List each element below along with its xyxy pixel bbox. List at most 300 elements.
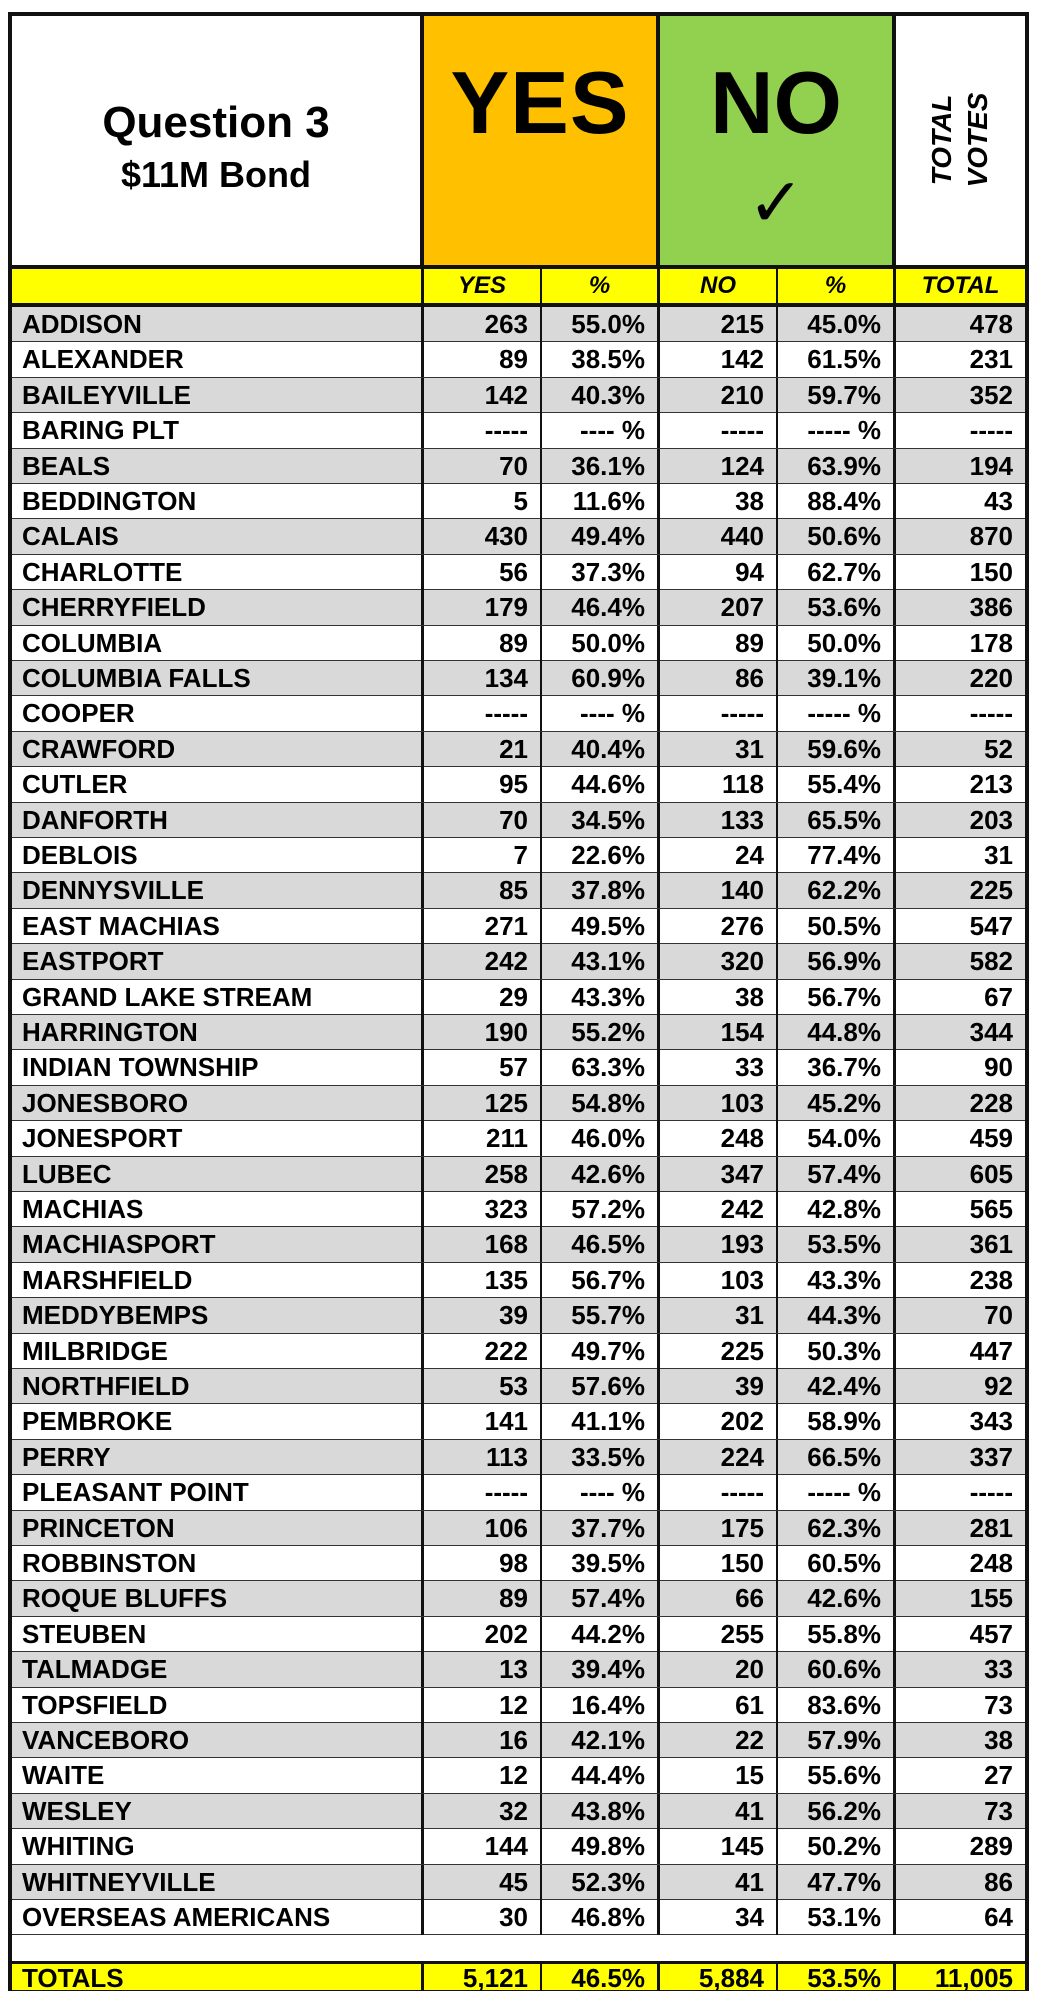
town-cell: BEALS (12, 449, 424, 484)
total-votes-cell: 43 (984, 486, 1013, 516)
yes-votes-cell: 39 (424, 1298, 542, 1333)
no-percent-cell: 45.0% (778, 307, 896, 342)
no-votes-cell: 225 (660, 1334, 778, 1369)
no-votes-cell: 61 (660, 1688, 778, 1723)
total-votes-cell: 289 (969, 1831, 1013, 1862)
no-percent-cell: 62.3% (778, 1511, 896, 1546)
no-votes-cell: ----- (660, 413, 778, 448)
yes-percent-cell: ---- % (542, 1475, 660, 1510)
no-percent-cell: 57.9% (778, 1723, 896, 1758)
yes-percent-cell: 49.7% (542, 1334, 660, 1369)
results-table (8, 12, 1029, 1991)
yes-percent-cell: 38.5% (542, 342, 660, 377)
yes-votes-cell: 242 (424, 944, 542, 979)
table-row (12, 519, 1025, 554)
no-percent-cell: 77.4% (778, 838, 896, 873)
town-cell: PLEASANT POINT (12, 1475, 424, 1510)
total-votes-cell: 38 (984, 1725, 1013, 1755)
totals-label: TOTALS (12, 1964, 424, 1990)
yes-votes-cell: 30 (424, 1900, 542, 1935)
town-cell: MARSHFIELD (12, 1263, 424, 1298)
no-percent-cell: 58.9% (778, 1404, 896, 1439)
no-percent-cell: 50.2% (778, 1829, 896, 1864)
total-votes-cell: 70 (984, 1300, 1013, 1331)
yes-votes-cell: 85 (424, 873, 542, 908)
yes-votes-cell: 32 (424, 1794, 542, 1829)
yes-votes-cell: 106 (424, 1511, 542, 1546)
total-votes-cell: 92 (984, 1371, 1013, 1401)
yes-percent-cell: 22.6% (542, 838, 660, 873)
yes-percent-cell: 37.3% (542, 555, 660, 590)
town-cell: NORTHFIELD (12, 1369, 424, 1404)
table-row (12, 484, 1025, 519)
no-votes-cell: 255 (660, 1617, 778, 1652)
yes-percent-cell: ---- % (542, 413, 660, 448)
town-cell: LUBEC (12, 1157, 424, 1192)
no-header-label: NO (710, 53, 842, 152)
no-votes-cell: 242 (660, 1192, 778, 1227)
no-percent-cell: 42.6% (778, 1581, 896, 1616)
no-percent-cell: 45.2% (778, 1086, 896, 1121)
total-votes-cell: 64 (984, 1902, 1013, 1932)
yes-votes-cell: 211 (424, 1121, 542, 1156)
subheader-town-blank (12, 269, 424, 303)
town-cell: MACHIAS (12, 1192, 424, 1227)
town-cell: OVERSEAS AMERICANS (12, 1900, 424, 1935)
yes-percent-cell: 50.0% (542, 626, 660, 661)
no-percent-cell: 65.5% (778, 803, 896, 838)
no-votes-cell: 276 (660, 909, 778, 944)
yes-votes-cell: 70 (424, 449, 542, 484)
town-cell: PEMBROKE (12, 1404, 424, 1439)
yes-percent-cell: 37.7% (542, 1511, 660, 1546)
yes-votes-cell: 89 (424, 342, 542, 377)
table-row (12, 1900, 1025, 1935)
town-cell: ADDISON (12, 307, 424, 342)
yes-votes-cell: ----- (424, 696, 542, 731)
yes-votes-cell: 323 (424, 1192, 542, 1227)
yes-votes-cell: 89 (424, 1581, 542, 1616)
total-votes-header-cell (896, 16, 1025, 265)
yes-percent-cell: 57.2% (542, 1192, 660, 1227)
yes-percent-cell: 57.4% (542, 1581, 660, 1616)
no-votes-cell: 24 (660, 838, 778, 873)
no-percent-cell: 56.9% (778, 944, 896, 979)
no-percent-cell: 88.4% (778, 484, 896, 519)
table-row (12, 1652, 1025, 1687)
no-percent-cell: 56.7% (778, 980, 896, 1015)
no-percent-cell: 60.5% (778, 1546, 896, 1581)
town-cell: EAST MACHIAS (12, 909, 424, 944)
yes-percent-cell: 39.5% (542, 1546, 660, 1581)
yes-percent-cell: 11.6% (542, 484, 660, 519)
no-votes-cell: 202 (660, 1404, 778, 1439)
table-row (12, 1440, 1025, 1475)
table-row (12, 1688, 1025, 1723)
yes-header-label: YES (450, 53, 630, 152)
no-votes-cell: 38 (660, 980, 778, 1015)
yes-percent-cell: 54.8% (542, 1086, 660, 1121)
yes-votes-cell: 141 (424, 1404, 542, 1439)
no-votes-cell: 15 (660, 1758, 778, 1793)
no-percent-cell: 44.3% (778, 1298, 896, 1333)
yes-votes-cell: 21 (424, 732, 542, 767)
table-row (12, 1050, 1025, 1085)
yes-percent-cell: 56.7% (542, 1263, 660, 1298)
town-cell: WHITING (12, 1829, 424, 1864)
no-votes-cell: 320 (660, 944, 778, 979)
total-votes-header-label (924, 93, 996, 188)
total-votes-cell: 582 (969, 946, 1013, 977)
yes-votes-cell: 98 (424, 1546, 542, 1581)
yes-percent-cell: 43.8% (542, 1794, 660, 1829)
town-cell: CHERRYFIELD (12, 590, 424, 625)
totals-row (12, 1961, 1025, 1990)
table-row (12, 873, 1025, 908)
yes-votes-cell: ----- (424, 413, 542, 448)
total-votes-cell: 547 (969, 910, 1013, 941)
yes-percent-cell: 57.6% (542, 1369, 660, 1404)
table-row (12, 626, 1025, 661)
yes-percent-cell: 37.8% (542, 873, 660, 908)
table-row (12, 1404, 1025, 1439)
question-header-cell (12, 16, 424, 265)
yes-percent-cell: 55.2% (542, 1015, 660, 1050)
table-row (12, 1829, 1025, 1864)
checkmark-icon: ✓ (747, 164, 805, 243)
table-row (12, 944, 1025, 979)
yes-percent-cell: 63.3% (542, 1050, 660, 1085)
yes-votes-cell: 258 (424, 1157, 542, 1192)
total-votes-cell: 86 (984, 1866, 1013, 1897)
town-cell: ROQUE BLUFFS (12, 1581, 424, 1616)
total-votes-cell: 447 (969, 1335, 1013, 1366)
total-votes-cell: 870 (969, 521, 1013, 552)
no-percent-cell: 50.0% (778, 626, 896, 661)
yes-percent-cell: 46.5% (542, 1227, 660, 1262)
no-votes-cell: 66 (660, 1581, 778, 1616)
yes-votes-cell: 89 (424, 626, 542, 661)
town-cell: CUTLER (12, 767, 424, 802)
town-cell: DEBLOIS (12, 838, 424, 873)
table-row (12, 1086, 1025, 1121)
table-row (12, 1758, 1025, 1793)
table-row (12, 767, 1025, 802)
total-votes-cell: 352 (969, 379, 1013, 410)
town-cell: ALEXANDER (12, 342, 424, 377)
no-votes-cell: 41 (660, 1865, 778, 1900)
yes-votes-cell: 168 (424, 1227, 542, 1262)
totals-no-pct: 53.5% (778, 1964, 896, 1990)
yes-percent-cell: 42.1% (542, 1723, 660, 1758)
question-subtitle: $11M Bond (120, 154, 312, 195)
table-row (12, 1581, 1025, 1616)
town-cell: TOPSFIELD (12, 1688, 424, 1723)
no-votes-cell: 347 (660, 1157, 778, 1192)
table-row (12, 1617, 1025, 1652)
yes-votes-cell: 179 (424, 590, 542, 625)
yes-votes-cell: 29 (424, 980, 542, 1015)
no-votes-cell: 175 (660, 1511, 778, 1546)
subheader-yes-pct: % (542, 269, 660, 303)
no-percent-cell: 54.0% (778, 1121, 896, 1156)
no-percent-cell: 42.4% (778, 1369, 896, 1404)
question-title: Question 3 (102, 98, 330, 147)
total-votes-cell: 343 (969, 1406, 1013, 1437)
town-cell: COLUMBIA FALLS (12, 661, 424, 696)
town-cell: MACHIASPORT (12, 1227, 424, 1262)
yes-percent-cell: 46.4% (542, 590, 660, 625)
no-votes-cell: 39 (660, 1369, 778, 1404)
yes-votes-cell: 70 (424, 803, 542, 838)
no-votes-cell: 33 (660, 1050, 778, 1085)
yes-votes-cell: 113 (424, 1440, 542, 1475)
yes-votes-cell: 135 (424, 1263, 542, 1298)
total-votes-line1: TOTAL (926, 94, 957, 186)
total-votes-cell: 27 (984, 1760, 1013, 1791)
column-subheader (12, 269, 1025, 307)
total-votes-cell: 90 (984, 1052, 1013, 1083)
no-percent-cell: ----- % (778, 696, 896, 731)
totals-no: 5,884 (660, 1964, 778, 1990)
table-row (12, 838, 1025, 873)
no-percent-cell: 62.2% (778, 873, 896, 908)
no-votes-cell: ----- (660, 1475, 778, 1510)
no-votes-cell: 224 (660, 1440, 778, 1475)
yes-votes-cell: 5 (424, 484, 542, 519)
no-percent-cell: 50.5% (778, 909, 896, 944)
town-cell: PRINCETON (12, 1511, 424, 1546)
town-cell: CHARLOTTE (12, 555, 424, 590)
no-votes-cell: 31 (660, 732, 778, 767)
table-row (12, 342, 1025, 377)
table-row (12, 555, 1025, 590)
total-votes-cell: 73 (984, 1689, 1013, 1720)
town-cell: DANFORTH (12, 803, 424, 838)
yes-percent-cell: 49.8% (542, 1829, 660, 1864)
yes-percent-cell: 43.3% (542, 980, 660, 1015)
no-votes-cell: 210 (660, 378, 778, 413)
no-votes-cell: 154 (660, 1015, 778, 1050)
table-row (12, 1723, 1025, 1758)
yes-votes-cell: 16 (424, 1723, 542, 1758)
table-row (12, 1475, 1025, 1510)
total-votes-cell: 203 (969, 804, 1013, 835)
table-row (12, 1263, 1025, 1298)
subheader-no-pct: % (778, 269, 896, 303)
totals-yes-pct: 46.5% (542, 1964, 660, 1990)
yes-percent-cell: 33.5% (542, 1440, 660, 1475)
town-cell: PERRY (12, 1440, 424, 1475)
no-votes-cell: 20 (660, 1652, 778, 1687)
no-votes-cell: 118 (660, 767, 778, 802)
total-votes-cell: 67 (984, 981, 1013, 1012)
total-votes-cell: 457 (969, 1618, 1013, 1649)
yes-votes-cell: 430 (424, 519, 542, 554)
total-votes-cell: 178 (969, 627, 1013, 658)
town-cell: MEDDYBEMPS (12, 1298, 424, 1333)
yes-votes-cell: 56 (424, 555, 542, 590)
yes-votes-cell: 222 (424, 1334, 542, 1369)
no-percent-cell: 39.1% (778, 661, 896, 696)
no-votes-cell: 440 (660, 519, 778, 554)
table-row (12, 1369, 1025, 1404)
no-percent-cell: 42.8% (778, 1192, 896, 1227)
subheader-yes: YES (424, 269, 542, 303)
town-cell: ROBBINSTON (12, 1546, 424, 1581)
table-row (12, 413, 1025, 448)
town-cell: WHITNEYVILLE (12, 1865, 424, 1900)
yes-percent-cell: 55.7% (542, 1298, 660, 1333)
yes-votes-cell: 13 (424, 1652, 542, 1687)
table-row (12, 661, 1025, 696)
total-votes-cell: ----- (969, 698, 1013, 729)
subheader-no: NO (660, 269, 778, 303)
no-votes-cell: 41 (660, 1794, 778, 1829)
total-votes-cell: ----- (969, 1477, 1013, 1508)
yes-percent-cell: 49.5% (542, 909, 660, 944)
table-row (12, 1192, 1025, 1227)
no-votes-cell: 38 (660, 484, 778, 519)
no-votes-cell: 89 (660, 626, 778, 661)
total-votes-cell: 337 (969, 1441, 1013, 1472)
yes-percent-cell: 49.4% (542, 519, 660, 554)
town-cell: CALAIS (12, 519, 424, 554)
total-votes-cell: 73 (984, 1795, 1013, 1826)
town-cell: BAILEYVILLE (12, 378, 424, 413)
yes-votes-cell: ----- (424, 1475, 542, 1510)
table-row (12, 1121, 1025, 1156)
yes-votes-cell: 144 (424, 1829, 542, 1864)
table-row (12, 378, 1025, 413)
total-votes-cell: 459 (969, 1123, 1013, 1154)
yes-percent-cell: 36.1% (542, 449, 660, 484)
no-percent-cell: 62.7% (778, 555, 896, 590)
no-percent-cell: 55.4% (778, 767, 896, 802)
no-percent-cell: 59.7% (778, 378, 896, 413)
total-votes-cell: 52 (984, 733, 1013, 764)
yes-votes-cell: 271 (424, 909, 542, 944)
table-row (12, 1794, 1025, 1829)
yes-percent-cell: 41.1% (542, 1404, 660, 1439)
no-percent-cell: 44.8% (778, 1015, 896, 1050)
no-percent-cell: ----- % (778, 413, 896, 448)
total-votes-cell: 225 (969, 875, 1013, 906)
no-percent-cell: 56.2% (778, 1794, 896, 1829)
total-votes-cell: 213 (969, 769, 1013, 800)
no-votes-cell: 193 (660, 1227, 778, 1262)
table-row (12, 1227, 1025, 1262)
yes-votes-cell: 12 (424, 1688, 542, 1723)
yes-percent-cell: 46.8% (542, 1900, 660, 1935)
no-percent-cell: 50.6% (778, 519, 896, 554)
no-percent-cell: 60.6% (778, 1652, 896, 1687)
no-percent-cell: ----- % (778, 1475, 896, 1510)
no-votes-cell: 22 (660, 1723, 778, 1758)
no-votes-cell: 207 (660, 590, 778, 625)
yes-votes-cell: 7 (424, 838, 542, 873)
yes-votes-cell: 190 (424, 1015, 542, 1050)
yes-votes-cell: 134 (424, 661, 542, 696)
no-votes-cell: 248 (660, 1121, 778, 1156)
table-row (12, 307, 1025, 342)
no-votes-cell: 133 (660, 803, 778, 838)
yes-percent-cell: 40.4% (542, 732, 660, 767)
total-votes-cell: 605 (969, 1158, 1013, 1189)
no-percent-cell: 63.9% (778, 449, 896, 484)
yes-votes-cell: 202 (424, 1617, 542, 1652)
town-cell: EASTPORT (12, 944, 424, 979)
town-cell: MILBRIDGE (12, 1334, 424, 1369)
no-percent-cell: 53.1% (778, 1900, 896, 1935)
no-percent-cell: 53.6% (778, 590, 896, 625)
yes-votes-cell: 95 (424, 767, 542, 802)
town-cell: TALMADGE (12, 1652, 424, 1687)
town-cell: COOPER (12, 696, 424, 731)
yes-percent-cell: 40.3% (542, 378, 660, 413)
yes-votes-cell: 142 (424, 378, 542, 413)
table-row (12, 1865, 1025, 1900)
yes-percent-cell: 34.5% (542, 803, 660, 838)
town-cell: WESLEY (12, 1794, 424, 1829)
table-row (12, 590, 1025, 625)
table-header (12, 16, 1025, 269)
total-votes-cell: 238 (969, 1264, 1013, 1295)
table-row (12, 449, 1025, 484)
total-votes-cell: ----- (969, 415, 1013, 446)
total-votes-cell: 478 (969, 309, 1013, 339)
no-votes-cell: 31 (660, 1298, 778, 1333)
total-votes-cell: 248 (969, 1548, 1013, 1578)
no-percent-cell: 66.5% (778, 1440, 896, 1475)
yes-percent-cell: 60.9% (542, 661, 660, 696)
yes-percent-cell: 52.3% (542, 1865, 660, 1900)
yes-votes-cell: 57 (424, 1050, 542, 1085)
yes-votes-cell: 125 (424, 1086, 542, 1121)
total-votes-cell: 386 (969, 592, 1013, 623)
no-percent-cell: 47.7% (778, 1865, 896, 1900)
table-row (12, 803, 1025, 838)
no-percent-cell: 36.7% (778, 1050, 896, 1085)
yes-percent-cell: 39.4% (542, 1652, 660, 1687)
total-votes-cell: 155 (969, 1583, 1013, 1614)
total-votes-cell: 565 (969, 1194, 1013, 1224)
yes-percent-cell: 43.1% (542, 944, 660, 979)
yes-votes-cell: 12 (424, 1758, 542, 1793)
no-votes-cell: 215 (660, 307, 778, 342)
table-row (12, 980, 1025, 1015)
yes-percent-cell: 44.2% (542, 1617, 660, 1652)
table-row (12, 1546, 1025, 1581)
town-cell: JONESBORO (12, 1086, 424, 1121)
no-votes-cell: 150 (660, 1546, 778, 1581)
no-percent-cell: 57.4% (778, 1157, 896, 1192)
no-votes-cell: 34 (660, 1900, 778, 1935)
total-votes-cell: 344 (969, 1017, 1013, 1047)
no-votes-cell: 145 (660, 1829, 778, 1864)
no-percent-cell: 83.6% (778, 1688, 896, 1723)
town-cell: INDIAN TOWNSHIP (12, 1050, 424, 1085)
no-percent-cell: 55.8% (778, 1617, 896, 1652)
yes-percent-cell: 42.6% (542, 1157, 660, 1192)
table-row (12, 1157, 1025, 1192)
town-cell: JONESPORT (12, 1121, 424, 1156)
total-votes-cell: 31 (984, 840, 1013, 870)
no-percent-cell: 53.5% (778, 1227, 896, 1262)
town-cell: STEUBEN (12, 1617, 424, 1652)
yes-percent-cell: ---- % (542, 696, 660, 731)
no-percent-cell: 50.3% (778, 1334, 896, 1369)
